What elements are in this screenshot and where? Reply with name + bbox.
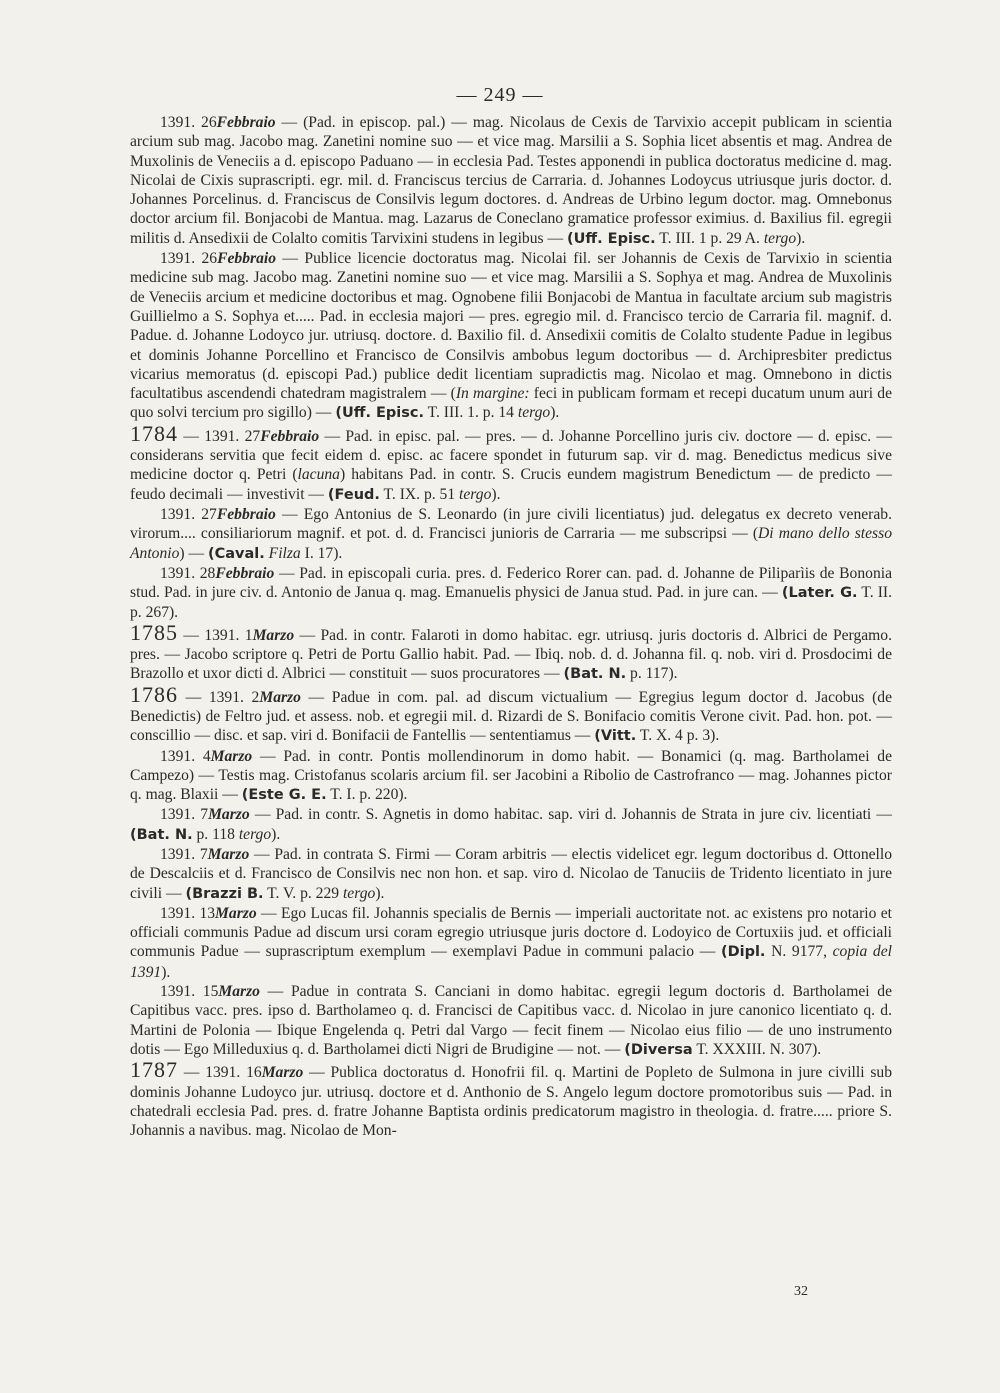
date-head: 1391. 26 bbox=[160, 114, 217, 131]
archive-reference: (Este G. E. bbox=[241, 787, 327, 804]
paragraph-text-cont: ) — bbox=[179, 544, 208, 562]
date-head: 1391. 4 bbox=[160, 747, 211, 765]
document-entry bbox=[130, 249, 892, 424]
reference-italic: tergo bbox=[763, 229, 797, 247]
archive-reference: (Uff. Episc. bbox=[566, 230, 656, 247]
paragraph-text: — Pad. in contr. Falaroti in domo habitac. egr. utriusq. juris doctoris d. Albrici de Pergamo. pres. — Jacobo scriptore q. Petri de Portu Gallio habit. Pad. — Ibiq. nob. d. d. Johanna fil. q. nob. viri d. Prosdocimi de Brazollo et uxor dicti d. Albrici — constituit — suos procuratores — bbox=[130, 626, 892, 683]
reference-italic: tergo bbox=[342, 884, 376, 902]
reference-detail: p. 118 bbox=[192, 825, 239, 843]
reference-italic: tergo bbox=[459, 485, 492, 503]
paragraph-end: ). bbox=[375, 884, 385, 902]
date-head: 1391. 15 bbox=[160, 983, 219, 1001]
paragraph-text-cont: feci in publicam formam et recepi ducatum unum auri de quo solvi tercium pro sigillo) — bbox=[130, 385, 893, 422]
paragraph-end: ). bbox=[796, 229, 806, 247]
archive-reference: (Vitt. bbox=[594, 728, 637, 745]
reference-detail: T. IX. p. 51 bbox=[379, 485, 460, 503]
paragraph-end: ). bbox=[161, 963, 171, 981]
archive-reference: (Brazzi B. bbox=[185, 885, 264, 902]
reference-detail: T. X. 4 p. 3). bbox=[636, 727, 720, 745]
paragraph-text: — (Pad. in episcop. pal.) — mag. Nicolaus de Cexis de Tarvixio accepit publicam in scientia arcium sub mag. Jacobo mag. Zanetini nomine suo — et vice mag. Marsilii a S. Sophia licet absentis et mag. Andrea de Muxolinis de Veneciis a d. episcopo Paduano — in ecclesia Pad. Testes apponendi in publica doctoratus medicine d. mag. Nicolai de Cixis suprascripti. egr. mil. d. Franciscus tercius de Carraria. d. Johannes Lodoycus utriusque juris doctor. d. Johannes Porcelinus. d. Franciscus de Consilvis legum doctores. d. Andreas de Urbino legum doctor. mag. Omnebonus doctor arcium fil. Bonjacobi de Mantua. mag. Lazarus de Coneclano gramatice professor eximius. d. Baxilius fil. egregii militis d. Ansedixii de Colalto comitis Tarvixini studens in legibus — bbox=[130, 114, 892, 247]
paragraph-text: — Ego Lucas fil. Johannis specialis de Bernis — imperiali auctoritate not. ac existens pro notario et officiali communis Padue ad discum ursi coram egregio utriusque juris doctore d. Lodoyico de Cortuxiis jud. et officiali communis Padue — suprascriptum exemplum — exemplavi Padue in communi palacio — bbox=[130, 904, 893, 961]
date-head: 1391. 27 bbox=[160, 505, 217, 523]
document-number: 1784 bbox=[130, 420, 178, 446]
document-entry bbox=[130, 845, 892, 904]
document-number: 1787 bbox=[130, 1057, 178, 1083]
archive-reference: (Bat. N. bbox=[563, 666, 627, 683]
month-name: Febbraio bbox=[216, 114, 276, 131]
document-entry bbox=[130, 681, 892, 747]
archive-reference: (Bat. N. bbox=[130, 826, 193, 843]
paragraph-text: — Pad. in contrata S. Firmi — Coram arbitris — electis videlicet egr. legum doctoribus d. Ottonello de Descalciis et d. Francisco de Consilvis nec non hon. et sap. viro d. Nicolao de Tanuciis de Tridento licentiato in jure civili — bbox=[130, 845, 893, 902]
archive-reference: (Diversa bbox=[624, 1041, 693, 1058]
month-name: Febbraio bbox=[217, 250, 277, 268]
reference-italic: copia del 1391 bbox=[130, 943, 892, 981]
month-name: Marzo bbox=[215, 904, 257, 922]
month-name: Febbraio bbox=[215, 564, 275, 582]
document-number: 1785 bbox=[130, 619, 178, 645]
paragraph-text: — Padue in com. pal. ad discum victualium — Egregius legum doctor d. Jacobus (de Benedictis) de Feltro jud. et assess. nob. et egregii mil. d. Rizardi de S. Bonifacio comitis Verone civit. Pad. hon. pot. — conscillio — disc. et sap. viri d. Bonifacii de Fantellis — sententiamus — bbox=[130, 688, 892, 745]
date-head: — 1391. 27 bbox=[178, 427, 261, 445]
month-name: Marzo bbox=[210, 747, 253, 765]
month-name: Marzo bbox=[218, 983, 260, 1001]
paragraph-text: — Pad. in contr. Pontis mollendinorum in domo habit. — Bonamici (q. mag. Bartholamei de Campezo) — Testis mag. Cristofanus scolaris arcium fil. ser Jacobini a Ribolio de Castrofranco — mag. Johannes pictor q. mag. Blaxii — bbox=[130, 747, 892, 804]
archive-reference: (Uff. Episc. bbox=[335, 405, 425, 422]
document-number: 1786 bbox=[130, 681, 178, 707]
month-name: Marzo bbox=[208, 806, 250, 824]
reference-detail: p. 117). bbox=[626, 665, 678, 683]
paragraph-end: I. 17). bbox=[300, 544, 343, 562]
paragraph-text: — Ego Antonius de S. Leonardo (in jure civili licentiatus) jud. delegatus ex decreto venerab. virorum.... consiliariorum magnif. et pot. d. d. Francisci junioris de Carraria — me subscripsi — ( bbox=[130, 505, 892, 543]
date-head: 1391. 7 bbox=[160, 806, 209, 824]
paragraph-end: ). bbox=[271, 825, 281, 843]
date-head: 1391. 26 bbox=[160, 250, 218, 268]
paragraph-text-cont: ) habitans Pad. in contr. S. Crucis eundem magistrum Benedictum — de predicto — feudo decimali — investivit — bbox=[130, 466, 892, 503]
paragraph-text: — Publice licencie doctoratus mag. Nicolai fil. ser Johannis de Cexis de Tarvixio in scientia medicine sub mag. Jacobo mag. Zanetini nomine suo — et vice mag. Marsilii a S. Sophya et mag. Andrea de Muxolinis de Veneciis arcium et medicine doctoribus et mag. Ognobene filii Bonjacobi de Mantua in facultate arcium sub magistris Guillielmo a S. Sophya et..... Pad. in ecclesia majori — pres. egregio mil. d. Francisco tercio de Carraria fil. magnif. d. Padue. d. Johanne Lodoyco jur. utriusq. doctore. d. Baxilio fil. d. Ansedixii comitis de Colalto studente Padue in legibus et dominis Johanne Porcellino et Francisco de Consilvis ambobus legum doctoribus — d. Archipresbiter predictus vicarius memoratus (d. episcopi Pad.) publice dedit licentiam supradictis mag. Nicolao et mag. Omnebono in dictis facultatibus ascendendi chatedram magistralem — ( bbox=[130, 250, 893, 403]
archive-reference: (Caval. bbox=[207, 545, 265, 562]
paragraph-text: — Padue in contrata S. Canciani in domo habitac. egregii legum doctoris d. Bartholamei de Capitibus vacc. pres. ipso d. Bartholameo q. d. Francisci de Capitibus vacc. d. Nicolao in jure canonico licentiato q. d. Martini de Polonia — Ibique Engelenda q. Petri dal Vargo — fecit finem — Nicolao eius filio — de uno instrumento dotis — Ego Milleduxius q. d. Bartholamei dicti Nigri de Brudigine — not. — bbox=[130, 983, 892, 1058]
date-head: 1391. 7 bbox=[160, 845, 208, 863]
reference-detail: T. III. 1. p. 14 bbox=[424, 404, 518, 422]
date-head: 1391. 28 bbox=[160, 564, 216, 582]
reference-italic: tergo bbox=[238, 825, 272, 843]
text-block bbox=[130, 113, 892, 1140]
document-entry bbox=[130, 505, 892, 564]
paragraph-text: — Pad. in episcopali curia. pres. d. Federico Rorer can. pad. d. Johanne de Piliparìis de Bononia stud. Pad. in jure civ. d. Antonio de Janua q. mag. Emanuelis physici de Janua stud. Pad. in jure can. — bbox=[130, 564, 892, 602]
document-entry bbox=[130, 982, 892, 1060]
margin-note: In margine: bbox=[455, 385, 530, 403]
reference-italic: tergo bbox=[517, 404, 551, 422]
document-entry bbox=[130, 113, 892, 249]
paragraph-text: — Pad. in contr. S. Agnetis in domo habitac. sap. viri d. Johannis de Strata in jure civ. licentiati — bbox=[249, 806, 893, 824]
signature-mark: 32 bbox=[794, 1284, 808, 1299]
archive-reference: (Feud. bbox=[327, 486, 380, 503]
margin-note: Di mano dello stesso Antonio bbox=[130, 525, 892, 562]
month-name: Marzo bbox=[261, 1064, 304, 1082]
reference-detail: T. III. 1 p. 29 A. bbox=[655, 229, 764, 247]
reference-italic: Filza bbox=[268, 544, 301, 562]
margin-note: lacuna bbox=[297, 466, 340, 484]
reference-detail: T. I. p. 220). bbox=[326, 786, 408, 804]
document-entry bbox=[130, 1057, 892, 1140]
reference-detail: T. V. p. 229 bbox=[263, 884, 343, 902]
month-name: Marzo bbox=[259, 688, 301, 706]
document-entry bbox=[130, 904, 892, 982]
reference-detail: N. 9177, bbox=[765, 943, 833, 961]
paragraph-text: — Pad. in episc. pal. — pres. — d. Johanne Porcellino juris civ. doctore — d. episc. — considerans servitia que fecit eidem d. episc. ac facere spondet in futurum sap. vir d. mag. Benedictus medicus sive medicine doctor q. Petri ( bbox=[130, 427, 893, 484]
month-name: Febbraio bbox=[260, 427, 320, 445]
paragraph-text: — Publica doctoratus d. Honofrii fil. q. Martini de Popleto de Sulmona in jure civilli sub dominis Johanne Ludoyco jur. utriusq. doctore et d. Anthonio de S. Angelo legum doctore promotoribus suis — Pad. in chatedrali ecclesia Pad. pres. d. fratre Johanne Baptista ordinis predicatorum magistro in theologia. d. fratre..... priore S. Johannis a navibus. mag. Nicolao de Mon- bbox=[130, 1064, 892, 1140]
month-name: Marzo bbox=[207, 845, 250, 863]
reference-detail: T. II. p. 267). bbox=[130, 584, 893, 622]
document-entry bbox=[130, 805, 892, 845]
page-number: — 249 — bbox=[456, 84, 544, 106]
document-entry bbox=[130, 619, 892, 685]
archive-reference: (Later. G. bbox=[781, 585, 858, 602]
document-entry bbox=[130, 564, 892, 623]
paragraph-end: ). bbox=[550, 404, 560, 422]
date-head: — 1391. 1 bbox=[178, 626, 253, 644]
month-name: Marzo bbox=[252, 626, 295, 644]
archive-reference: (Dipl. bbox=[720, 944, 766, 961]
date-head: — 1391. 2 bbox=[178, 688, 260, 706]
date-head: 1391. 13 bbox=[160, 904, 216, 922]
reference-detail: T. XXXIII. N. 307). bbox=[692, 1040, 822, 1058]
month-name: Febbraio bbox=[216, 505, 276, 523]
paragraph-end: ). bbox=[491, 485, 501, 503]
date-head: — 1391. 16 bbox=[178, 1064, 262, 1082]
document-entry bbox=[130, 747, 892, 806]
document-entry bbox=[130, 420, 893, 505]
